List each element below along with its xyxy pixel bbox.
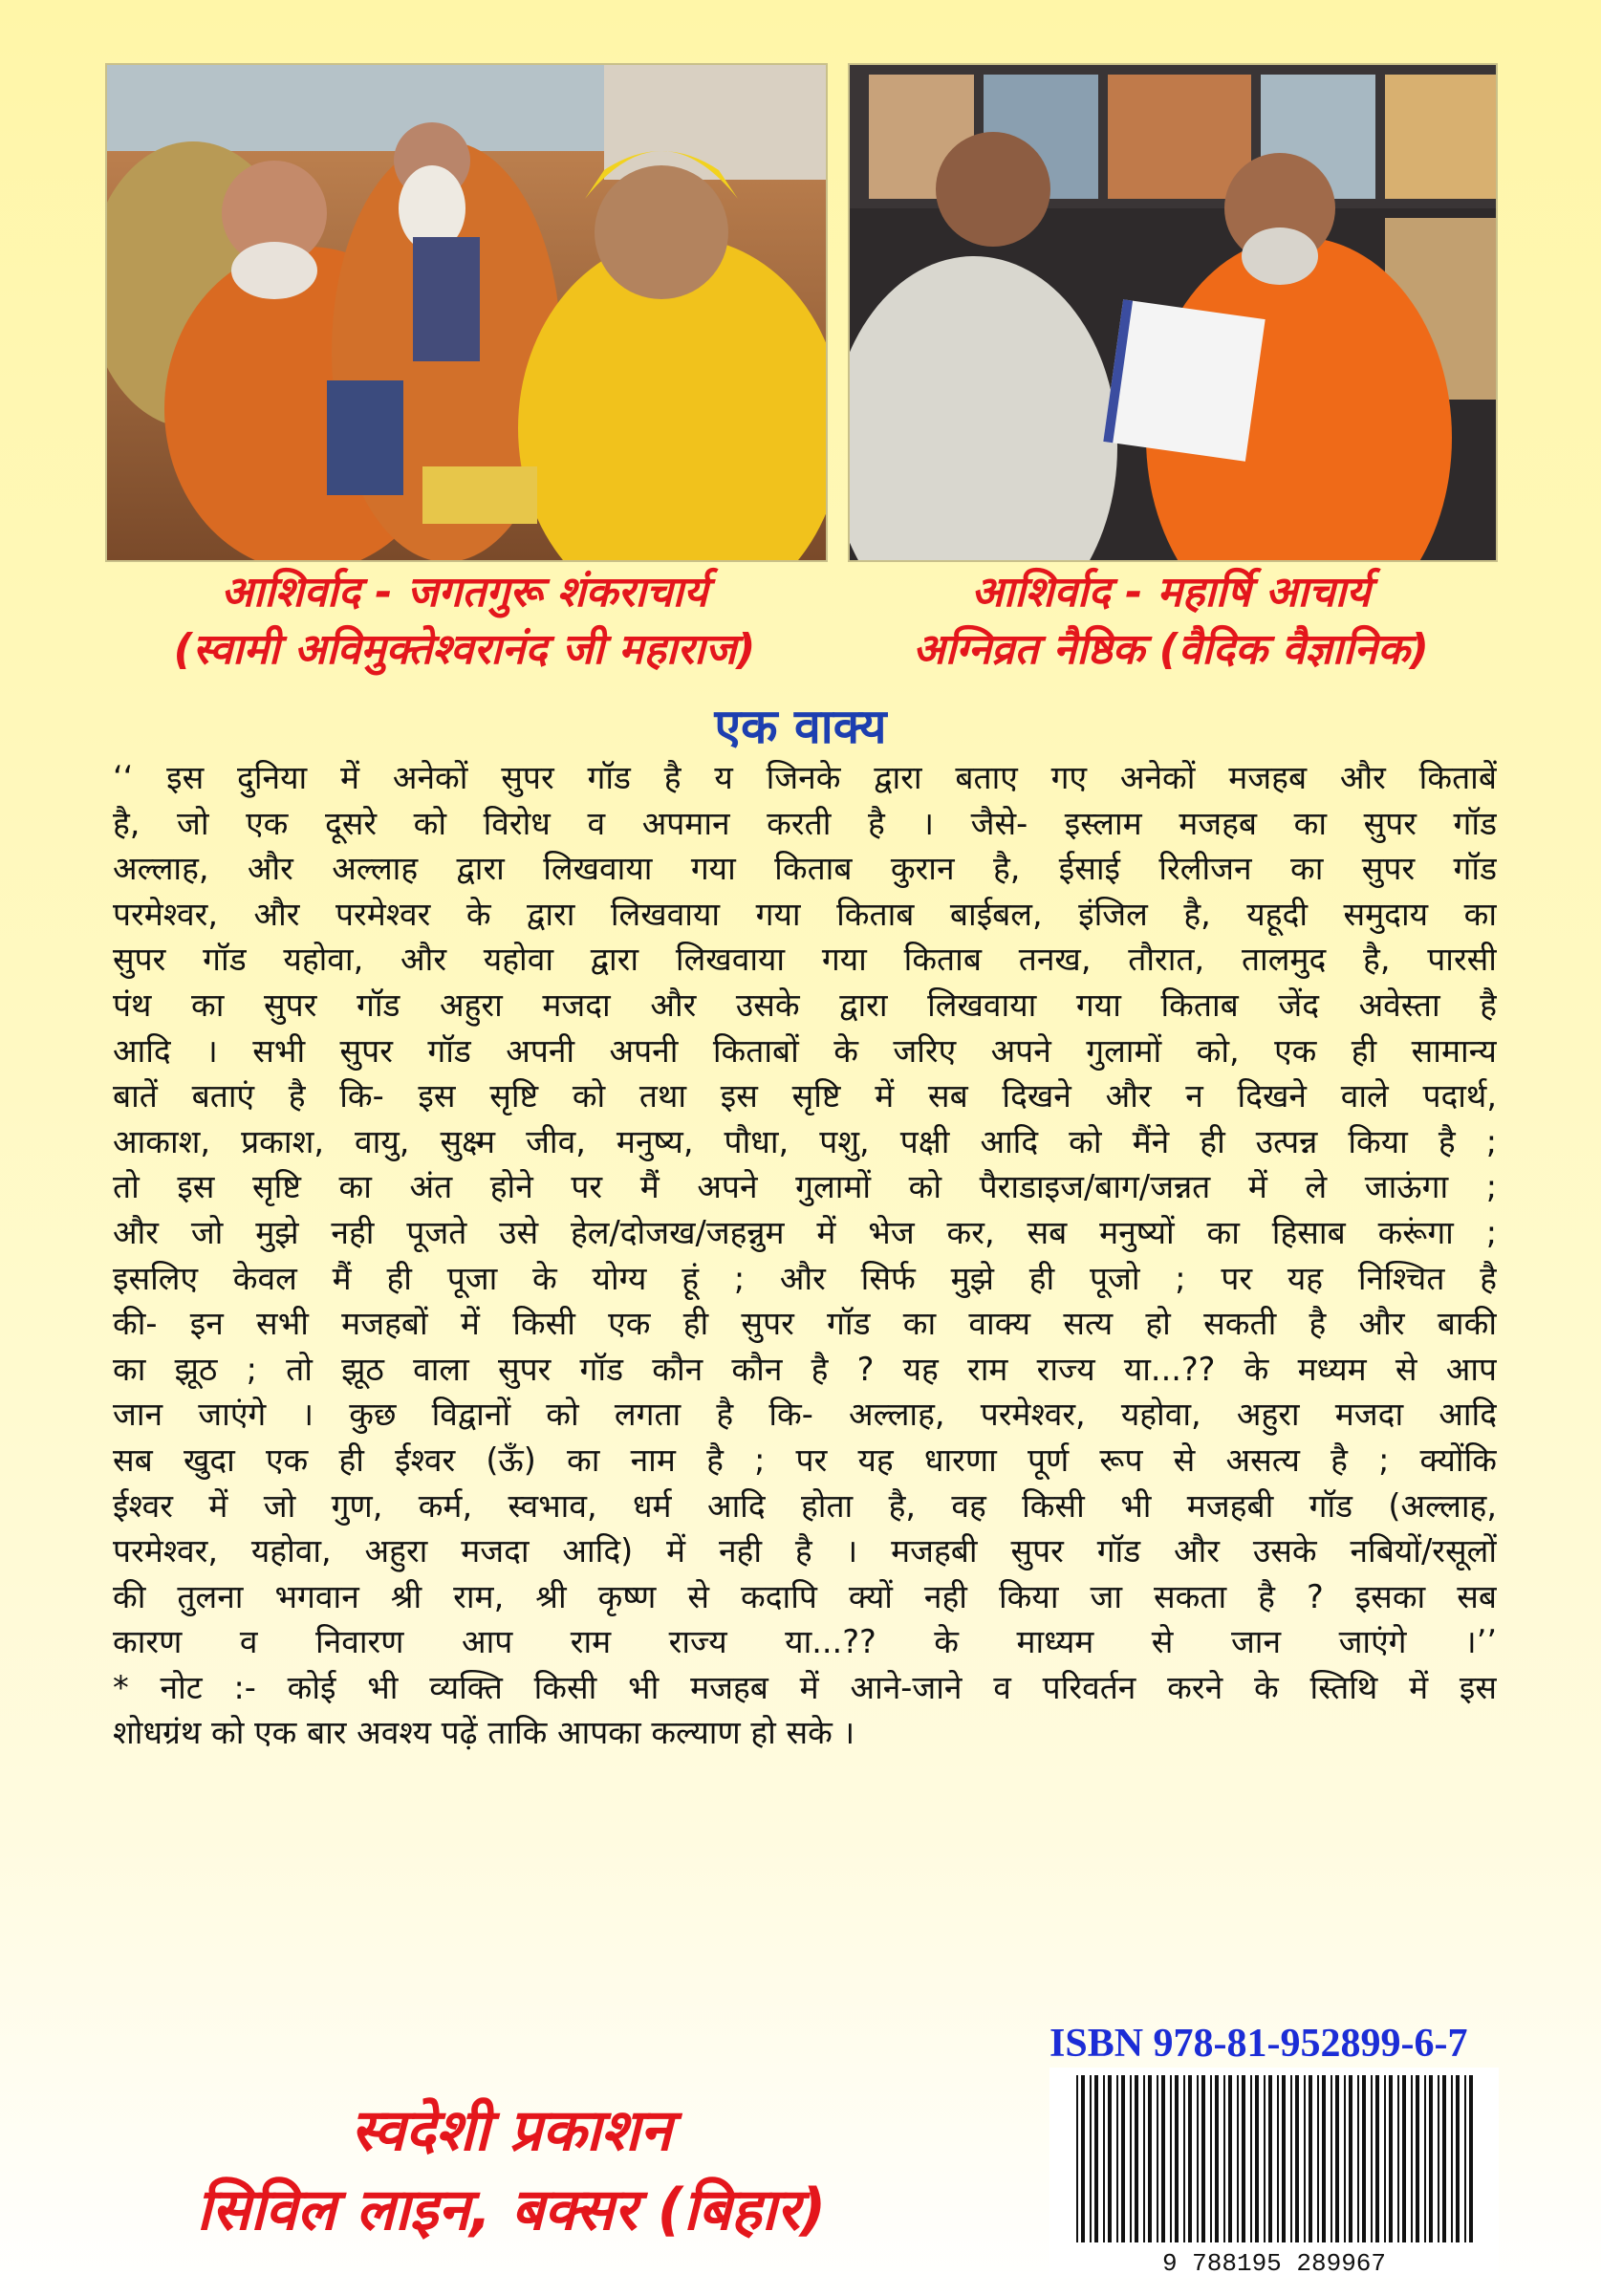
barcode-bar [1157, 2075, 1158, 2242]
barcode-bar [1264, 2075, 1266, 2242]
publisher-name: स्वदेशी प्रकाशन [351, 2097, 672, 2164]
barcode-bar [1322, 2075, 1326, 2242]
barcode-bar [1242, 2075, 1245, 2242]
barcode-bar [1081, 2075, 1085, 2242]
barcode-bar [1228, 2075, 1232, 2242]
barcode-bar [1335, 2075, 1339, 2242]
barcode-bar [1076, 2075, 1078, 2242]
barcode-bar [1223, 2075, 1225, 2242]
isbn-barcode [1049, 2068, 1499, 2278]
barcode-bar [1331, 2075, 1332, 2242]
barcode-bar [1375, 2075, 1379, 2242]
caption-right [848, 564, 1494, 679]
barcode-bar [1344, 2075, 1346, 2242]
body-line: सब खुदा एक ही ईश्वर (ऊँ) का नाम है ; पर यह धारणा पूर्ण रूप से असत्य है ; क्योंकि [113, 1440, 1497, 1479]
barcode-bar [1215, 2075, 1219, 2242]
barcode-bar [1103, 2075, 1105, 2242]
barcode-bar [1094, 2075, 1098, 2242]
barcode-bar [1210, 2075, 1212, 2242]
barcode-bar [1116, 2075, 1118, 2242]
photo-illustration-left [107, 65, 826, 560]
barcode-bar [1371, 2075, 1373, 2242]
barcode-bar [1282, 2075, 1286, 2242]
barcode-bar [1456, 2075, 1460, 2242]
photo-shankaracharya-blessing [105, 63, 828, 562]
barcode-bar [1290, 2075, 1292, 2242]
photo-acharya-blessing [848, 63, 1498, 562]
barcode-digits: 9 788195 289967 [1161, 2249, 1387, 2278]
body-line: तो इस सृष्टि का अंत होने पर मैं अपने गुलामों को पैराडाइज/बाग/जन्नत में ले जाऊंगा ; [113, 1168, 1497, 1206]
barcode-bar [1143, 2075, 1145, 2242]
barcode-bar [1135, 2075, 1138, 2242]
body-line: पंथ का सुपर गॉड अहुरा मजदा और उसके द्वारा लिखवाया गया किताब जेंद अवेस्ता है [113, 986, 1497, 1024]
barcode-bar [1442, 2075, 1446, 2242]
caption-left [105, 564, 824, 679]
barcode-bar [1362, 2075, 1366, 2242]
barcode-bar [1188, 2075, 1192, 2242]
barcode-bar [1108, 2075, 1112, 2242]
note-line: * नोट :- कोई भी व्यक्ति किसी भी मजहब में आने-जाने व परिवर्तन करने के स्तिथि में इस [113, 1668, 1497, 1706]
barcode-bar [1295, 2075, 1299, 2242]
note-last-line: शोधग्रंथ को एक बार अवश्य पढ़ें ताकि आपका कल्याण हो सके । [113, 1714, 855, 1752]
barcode-bar [1304, 2075, 1306, 2242]
barcode-bar [1357, 2075, 1359, 2242]
body-line: बातें बताएं है कि- इस सृष्टि को तथा इस सृष्टि में सब दिखने और न दिखने वाले पदार्थ, [113, 1077, 1497, 1116]
body-line: ईश्वर में जो गुण, कर्म, स्वभाव, धर्म आदि होता है, वह किसी भी मजहबी गॉड (अल्लाह, [113, 1486, 1497, 1525]
body-line: कारण व निवारण आप राम राज्य या...?? के माध्यम से जान जाएंगे ।’’ [113, 1623, 1497, 1661]
barcode-bar [1130, 2075, 1132, 2242]
body-line: परमेश्वर, और परमेश्वर के द्वारा लिखवाया गया किताब बाईबल, इंजिल है, यहूदी समुदाय का [113, 895, 1497, 933]
barcode-bar [1268, 2075, 1272, 2242]
body-line: और जो मुझे नही पूजते उसे हेल/दोजख/जहन्नुम में भेज कर, सब मनुष्यों का हिसाब करूंगा ; [113, 1213, 1497, 1251]
barcode-bar [1201, 2075, 1205, 2242]
barcode-bar [1469, 2075, 1473, 2242]
barcode-bar [1389, 2075, 1393, 2242]
body-line: परमेश्वर, यहोवा, अहुरा मजदा आदि) में नही है । मजहबी सुपर गॉड और उसके नबियों/रसूलों [113, 1532, 1497, 1570]
body-line: आदि । सभी सुपर गॉड अपनी अपनी किताबों के जरिए अपने गुलामों को, एक ही सामान्य [113, 1031, 1497, 1070]
body-line: आकाश, प्रकाश, वायु, सुक्ष्म जीव, मनुष्य, पौधा, पशु, पक्षी आदि को मैंने ही उत्पन्न किया है ; [113, 1122, 1497, 1160]
barcode-bar [1277, 2075, 1279, 2242]
barcode-bar [1121, 2075, 1125, 2242]
barcode-bar [1148, 2075, 1152, 2242]
publisher-address: सिविल लाइन, बक्सर (बिहार) [196, 2177, 827, 2243]
barcode-bar [1384, 2075, 1386, 2242]
caption-left-line1: आशिर्वाद - जगतगुरू शंकराचार्य [221, 568, 708, 617]
body-line: जान जाएंगे । कुछ विद्वानों को लगता है कि- अल्लाह, परमेश्वर, यहोवा, अहुरा मजदा आदि [113, 1396, 1497, 1434]
barcode-bar [1197, 2075, 1199, 2242]
barcode-bar [1161, 2075, 1165, 2242]
barcode-bar [1464, 2075, 1466, 2242]
section-heading: एक वाक्य [714, 699, 887, 754]
barcode-bar [1402, 2075, 1406, 2242]
body-line: अल्लाह, और अल्लाह द्वारा लिखवाया गया किताब कुरान है, ईसाई रिलीजन का सुपर गॉड [113, 850, 1497, 888]
barcode-bar [1424, 2075, 1426, 2242]
body-line: इसलिए केवल मैं ही पूजा के योग्य हूं ; और सिर्फ मुझे ही पूजो ; पर यह निश्चित है [113, 1259, 1497, 1297]
photo-illustration-right [850, 65, 1496, 560]
barcode-bar [1255, 2075, 1259, 2242]
body-line: है, जो एक दूसरे को विरोध व अपमान करती है । जैसे- इस्लाम मजहब का सुपर गॉड [113, 804, 1497, 842]
barcode-bar [1451, 2075, 1453, 2242]
barcode-bar [1349, 2075, 1352, 2242]
barcode-bar [1175, 2075, 1179, 2242]
body-line: की तुलना भगवान श्री राम, श्री कृष्ण से कदापि क्यों नही किया जा सकता है ? इसका सब [113, 1577, 1497, 1615]
body-line: की- इन सभी मजहबों में किसी एक ही सुपर गॉड का वाक्य सत्य हो सकती है और बाकी [113, 1305, 1497, 1343]
body-line: सुपर गॉड यहोवा, और यहोवा द्वारा लिखवाया गया किताब तनख, तौरात, तालमुद है, पारसी [113, 941, 1497, 979]
barcode-bar [1397, 2075, 1399, 2242]
barcode-bar [1317, 2075, 1319, 2242]
barcode-bar [1309, 2075, 1312, 2242]
caption-right-line1: आशिर्वाद - महार्षि आचार्य [971, 568, 1371, 617]
barcode-bar [1438, 2075, 1439, 2242]
barcode-bar [1250, 2075, 1252, 2242]
body-paragraph [113, 755, 1497, 1756]
body-line: का झूठ ; तो झूठ वाला सुपर गॉड कौन कौन है ? यह राम राज्य या...?? के मध्यम से आप [113, 1350, 1497, 1388]
isbn-number: ISBN 978-81-952899-6-7 [1049, 2022, 1468, 2066]
barcode-graphic [1049, 2068, 1499, 2278]
body-line: ‘‘ इस दुनिया में अनेकों सुपर गॉड है य जिनके द्वारा बताए गए अनेकों मजहब और किताबें [113, 759, 1497, 796]
barcode-bar [1429, 2075, 1433, 2242]
barcode-bar [1183, 2075, 1185, 2242]
barcode-bar [1411, 2075, 1413, 2242]
caption-right-line2: अग्निव्रत नैष्ठिक (वैदिक वैज्ञानिक) [913, 625, 1429, 674]
caption-left-line2: (स्वामी अविमुक्तेश्वरानंद जी महाराज) [173, 625, 756, 674]
barcode-bar [1416, 2075, 1419, 2242]
barcode-bar [1237, 2075, 1239, 2242]
barcode-bar [1090, 2075, 1092, 2242]
barcode-bar [1170, 2075, 1172, 2242]
